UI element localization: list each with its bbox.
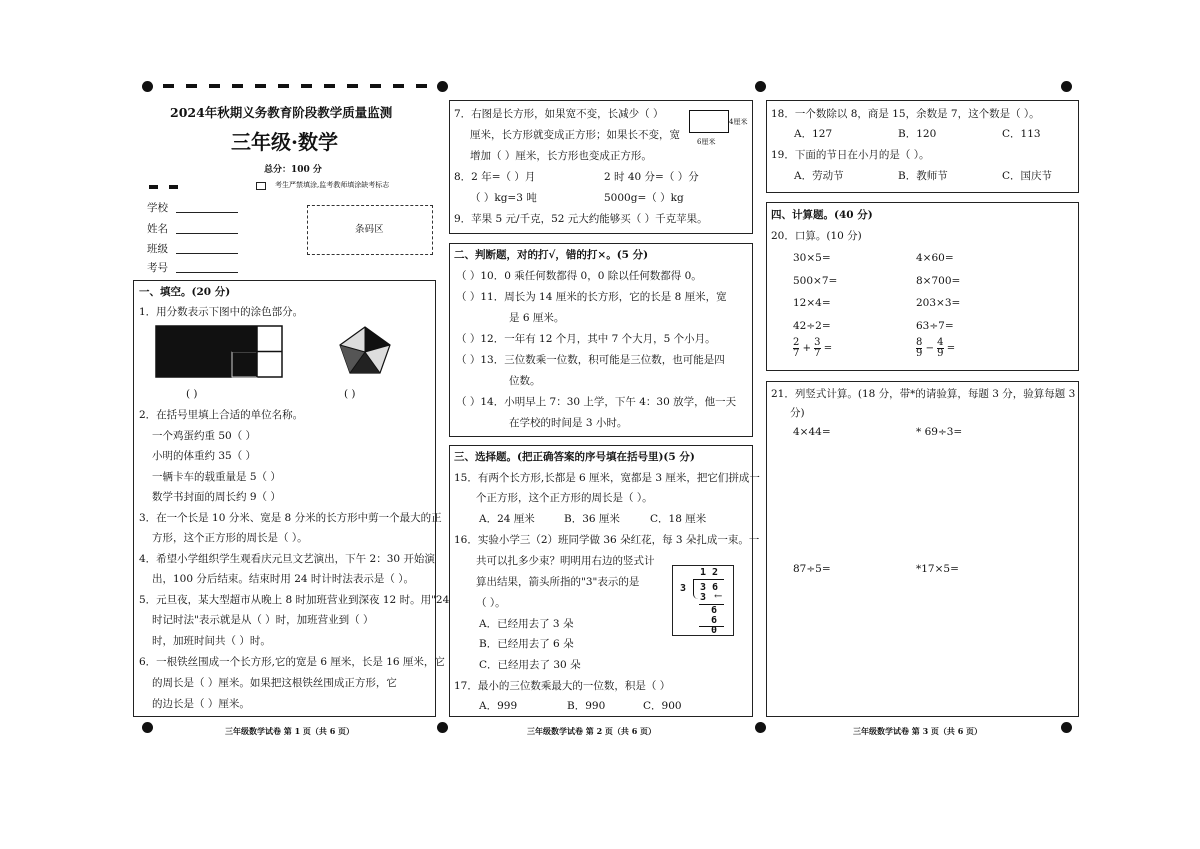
vertical-item: *17×5= [916,563,959,575]
q4-text: 出，100 分后结束。结束时用 24 时计时法表示是（ ）。 [152,573,415,585]
binding-dash [209,84,220,88]
q18-option[interactable]: A．127 [794,128,833,140]
q19-text: 19．下面的节日在小月的是（ ）。 [771,149,930,161]
oral-item: 63÷7= [916,320,954,332]
binding-dot [437,81,448,92]
absent-mark [149,185,158,189]
q16-text: 共可以扎多少束？明明用右边的竖式计 [476,555,655,567]
rect-width-label: 4厘米 [729,118,748,126]
total-score: 总分：100 分 [264,165,322,175]
q8-text: 8．2 年=（ ）月 [454,171,536,183]
equals: = [946,343,956,354]
q17-option[interactable]: B．990 [567,700,606,712]
q8-text: 2 时 40 分=（ ）分 [604,171,699,183]
q15-option[interactable]: B．36 厘米 [564,513,620,525]
div-row: 0 [711,625,718,636]
oral-item: 42÷2= [793,320,831,332]
q19-option[interactable]: C．国庆节 [1002,170,1053,182]
q16-text: （ ）。 [476,597,506,609]
q19-option[interactable]: B．教师节 [898,170,948,182]
page2-footer: 三年级数学试卷 第 2 页（共 6 页） [527,726,657,736]
binding-dash [347,84,358,88]
binding-dot [142,722,153,733]
div-row: 6 [711,605,718,616]
id-field[interactable] [176,272,238,273]
div-quotient: 1 2 [700,567,719,578]
q16-text: 16．实验小学三（2）班同学做 36 朵红花，每 3 朵扎成一束。一 [454,534,760,546]
class-field[interactable] [176,253,238,254]
page1-footer: 三年级数学试卷 第 1 页（共 6 页） [225,726,355,736]
judge-item: （ ）12．一年有 12 个月，其中 7 个大月，5 个小月。 [456,333,716,345]
vertical-item: * 69÷3= [916,426,963,438]
fraction-expr-right [916,338,955,359]
binding-dash [301,84,312,88]
q20-text: 20．口算。(10 分) [771,230,862,242]
field-name-label: 姓名 [147,223,168,235]
judge-item: （ ）13．三位数乘一位数，积可能是三位数，也可能是四 [456,354,725,366]
q16-option[interactable]: C．已经用去了 30 朵 [479,659,581,671]
judge-item: 在学校的时间是 3 小时。 [509,417,628,429]
barcode-label: 条码区 [355,224,384,235]
q6-text: 6．一根铁丝围成一个长方形,它的宽是 6 厘米，长是 16 厘米，它 [139,656,445,668]
vertical-item: 4×44= [793,426,831,438]
q19-option[interactable]: A．劳动节 [794,170,844,182]
div-row: 3 [700,592,707,603]
oral-item: 12×4= [793,297,831,309]
q2-item: 数学书封面的周长约 9（ ） [152,491,281,503]
oral-item: 30×5= [793,252,831,264]
q9-text: 9．苹果 5 元/千克，52 元大约能够买（ ）千克苹果。 [454,213,708,225]
field-school-label: 学校 [147,202,168,214]
q2-item: 一个鸡蛋约重 50（ ） [152,430,257,442]
div-divisor: 3 [680,583,687,594]
section2-title: 二、判断题，对的打√，错的打×。(5 分) [454,249,649,261]
oral-item: 4×60= [916,252,954,264]
q15-text: 15．有两个长方形,长都是 6 厘米，宽都是 3 厘米，把它们拼成一 [454,472,760,484]
oral-item: 203×3= [916,297,961,309]
exam-title: 2024年秋期义务教育阶段教学质量监测 [170,105,393,120]
q18-text: 18．一个数除以 8，商是 15，余数是 7，这个数是（ ）。 [771,108,1040,120]
judge-item: 是 6 厘米。 [509,312,565,324]
operator: + [802,343,811,354]
rect-length-label: 6厘米 [697,138,716,146]
fraction: $\frac{8}{9}$ [916,337,923,359]
arrow-icon: ← [714,591,723,602]
fraction: $\frac{4}{9}$ [937,337,944,359]
div-dividend: 3 6 [700,582,719,593]
shaded-rectangle-figure [155,325,283,378]
absent-notice: 考生严禁填涂,监考教师填涂缺考标志 [275,181,390,189]
q5-text: 时，加班时间共（ ）时。 [152,635,271,647]
q1-text: 1．用分数表示下图中的涂色部分。 [139,306,304,318]
binding-dash [393,84,404,88]
q15-text: 个正方形，这个正方形的周长是（ ）。 [476,492,653,504]
div-bracket [693,579,698,599]
subject-title: 三年级·数学 [231,130,338,154]
fraction-expr-left [793,338,832,359]
absent-mark [169,185,178,189]
binding-dash [278,84,289,88]
q3-text: 3．在一个长是 10 分米、宽是 8 分米的长方形中剪一个最大的正 [139,512,442,524]
equals: = [823,343,833,354]
q17-text: 17．最小的三位数乘最大的一位数，积是（ ） [454,680,671,692]
q1-answer-a[interactable]: ( ) [186,388,198,400]
section3-title: 三、选择题。(把正确答案的序号填在括号里)(5 分) [454,451,695,463]
field-id-label: 考号 [147,262,168,274]
binding-dash [324,84,335,88]
binding-dash [370,84,381,88]
binding-dash [416,84,427,88]
q15-option[interactable]: A．24 厘米 [479,513,535,525]
q18-option[interactable]: C．113 [1002,128,1041,140]
binding-dash [186,84,197,88]
q7-text: 厘米，长方形就变成正方形；如果长不变，宽 [470,129,680,141]
binding-dot [1061,722,1072,733]
q21-text: 21．列竖式计算。(18 分，带*的请验算，每题 3 分，验算每题 3 [771,388,1076,400]
section1-title: 一、填空。(20 分) [139,286,231,298]
q4-text: 4．希望小学组织学生观看庆元旦文艺演出，下午 2：30 开始演 [139,553,435,565]
q3-text: 方形，这个正方形的周长是（ ）。 [152,532,308,544]
section4-title: 四、计算题。(40 分) [771,209,873,221]
q2-item: 小明的体重约 35（ ） [152,450,257,462]
q1-answer-b[interactable]: ( ) [344,388,356,400]
fraction: $\frac{2}{7}$ [793,337,800,359]
q16-option[interactable]: B．已经用去了 6 朵 [479,638,574,650]
q8-text: 5000g=（ ）kg [604,192,684,204]
q21-text: 分) [790,407,805,419]
q16-text: 算出结果，箭头所指的"3"表示的是 [476,576,640,588]
div-row: 6 [711,615,718,626]
div-bracket [694,579,724,580]
judge-item: （ ）11．周长为 14 厘米的长方形，它的长是 8 厘米，宽 [456,291,727,303]
absent-checkbox[interactable] [256,182,266,190]
q6-text: 的边长是（ ）厘米。 [152,698,250,710]
school-field[interactable] [176,212,238,213]
binding-dot [142,81,153,92]
vertical-item: 87÷5= [793,563,831,575]
judge-item: 位数。 [509,375,541,387]
q18-option[interactable]: B．120 [898,128,937,140]
binding-dash [232,84,243,88]
q17-option[interactable]: A．999 [479,700,518,712]
binding-dash [163,84,174,88]
binding-dot [1061,81,1072,92]
judge-item: （ ）10．0 乘任何数都得 0，0 除以任何数都得 0。 [456,270,702,282]
q5-text: 5．元旦夜，某大型超市从晚上 8 时加班营业到深夜 12 时。用"24 [139,594,450,606]
fraction: $\frac{3}{7}$ [814,337,821,359]
q7-text: 增加（ ）厘米，长方形也变成正方形。 [470,150,652,162]
field-class-label: 班级 [147,243,168,255]
q7-text: 7．右图是长方形，如果宽不变，长减少（ ） [454,108,664,120]
q2-item: 一辆卡车的载重量是 5（ ） [152,471,281,483]
oral-item: 500×7= [793,275,838,287]
q5-text: 时记时法"表示就是从（ ）时，加班营业到（ ） [152,614,374,626]
oral-item: 8×700= [916,275,961,287]
binding-dash [255,84,266,88]
q16-option[interactable]: A．已经用去了 3 朵 [479,618,574,630]
binding-dot [755,81,766,92]
operator: − [925,343,934,354]
rectangle-figure [689,110,729,133]
q15-option[interactable]: C．18 厘米 [650,513,707,525]
q2-text: 2．在括号里填上合适的单位名称。 [139,409,304,421]
page3-footer: 三年级数学试卷 第 3 页（共 6 页） [853,726,983,736]
name-field[interactable] [176,233,238,234]
q17-option[interactable]: C．900 [643,700,682,712]
q8-text: （ ）kg=3 吨 [470,192,537,204]
binding-dot [437,722,448,733]
judge-item: （ ）14．小明早上 7：30 上学，下午 4：30 放学，他一天 [456,396,737,408]
shaded-pentagon-figure [338,325,392,375]
binding-dot [755,722,766,733]
q6-text: 的周长是（ ）厘米。如果把这根铁丝围成正方形，它 [152,677,397,689]
